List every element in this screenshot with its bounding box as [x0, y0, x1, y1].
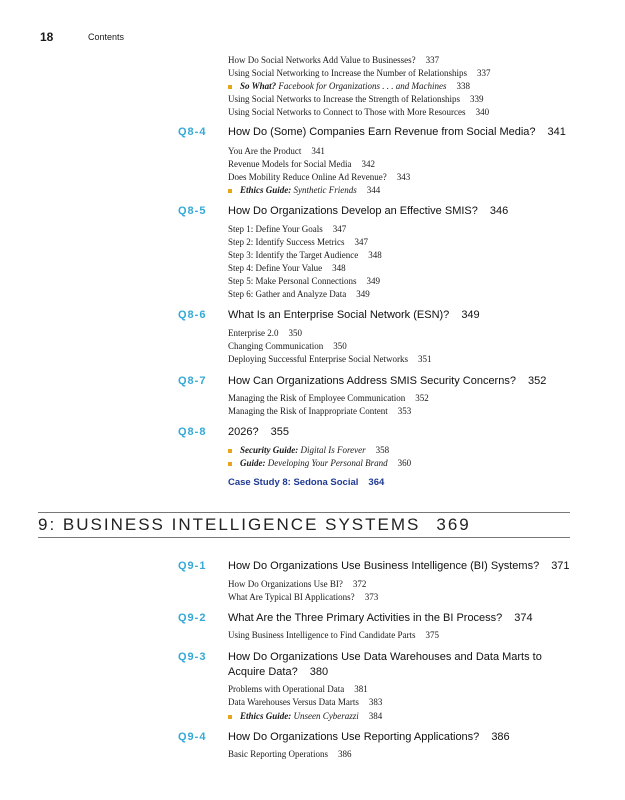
- chapter-rule-bottom: [38, 537, 570, 538]
- question-code: Q8-4: [178, 126, 207, 138]
- running-head: Contents: [88, 32, 125, 42]
- question-title[interactable]: What Is an Enterprise Social Network (ESN)? 349: [228, 309, 480, 321]
- toc-entry[interactable]: How Do Organizations Use BI? 372: [228, 579, 367, 589]
- toc-entry[interactable]: Step 5: Make Personal Connections 349: [228, 276, 380, 286]
- toc-entry[interactable]: Deploying Successful Enterprise Social Networks 351: [228, 354, 432, 364]
- question-code: Q9-2: [178, 612, 207, 624]
- question-title[interactable]: How Do Organizations Develop an Effective SMIS? 346: [228, 205, 509, 217]
- toc-feature-entry[interactable]: Ethics Guide: Unseen Cyberazzi 384: [228, 711, 382, 721]
- toc-entry[interactable]: How Do Social Networks Add Value to Businesses? 337: [228, 55, 440, 65]
- question-code: Q8-7: [178, 375, 207, 387]
- toc-entry[interactable]: Data Warehouses Versus Data Marts 383: [228, 697, 383, 707]
- question-title[interactable]: 2026? 355: [228, 426, 289, 438]
- question-code: Q8-5: [178, 205, 207, 217]
- question-title[interactable]: How Do Organizations Use Reporting Applications? 386: [228, 731, 510, 743]
- toc-entry[interactable]: Step 2: Identify Success Metrics 347: [228, 237, 368, 247]
- page-number: 18: [40, 30, 54, 44]
- question-title[interactable]: How Do Organizations Use Business Intelligence (BI) Systems? 371: [228, 560, 570, 572]
- toc-entry[interactable]: Revenue Models for Social Media 342: [228, 159, 375, 169]
- toc-entry[interactable]: Step 4: Define Your Value 348: [228, 263, 346, 273]
- question-code: Q8-6: [178, 309, 207, 321]
- toc-entry[interactable]: What Are Typical BI Applications? 373: [228, 592, 379, 602]
- toc-entry[interactable]: Basic Reporting Operations 386: [228, 749, 352, 759]
- toc-entry[interactable]: Using Social Networks to Increase the Strength of Relationships 339: [228, 94, 484, 104]
- toc-entry[interactable]: Using Business Intelligence to Find Candidate Parts 375: [228, 630, 439, 640]
- toc-entry[interactable]: You Are the Product 341: [228, 146, 325, 156]
- question-title[interactable]: How Do (Some) Companies Earn Revenue from Social Media? 341: [228, 126, 566, 138]
- toc-entry[interactable]: Step 6: Gather and Analyze Data 349: [228, 289, 370, 299]
- toc-entry[interactable]: Does Mobility Reduce Online Ad Revenue? 343: [228, 172, 411, 182]
- question-code: Q8-8: [178, 426, 207, 438]
- question-code: Q9-1: [178, 560, 207, 572]
- toc-entry[interactable]: Managing the Risk of Inappropriate Content 353: [228, 406, 412, 416]
- question-title[interactable]: What Are the Three Primary Activities in the BI Process? 374: [228, 612, 533, 624]
- chapter-rule-top: [38, 512, 570, 513]
- toc-feature-entry[interactable]: Security Guide: Digital Is Forever 358: [228, 445, 389, 455]
- toc-entry[interactable]: Step 3: Identify the Target Audience 348: [228, 250, 382, 260]
- toc-entry[interactable]: Step 1: Define Your Goals 347: [228, 224, 347, 234]
- chapter-heading[interactable]: 9: BUSINESS INTELLIGENCE SYSTEMS 369: [38, 515, 471, 534]
- question-title[interactable]: How Can Organizations Address SMIS Security Concerns? 352: [228, 375, 547, 387]
- toc-entry[interactable]: Using Social Networks to Connect to Those with More Resources 340: [228, 107, 490, 117]
- toc-entry[interactable]: Changing Communication 350: [228, 341, 347, 351]
- toc-feature-entry[interactable]: Guide: Developing Your Personal Brand 360: [228, 458, 411, 468]
- toc-entry[interactable]: Managing the Risk of Employee Communication 352: [228, 393, 429, 403]
- question-code: Q9-4: [178, 731, 207, 743]
- toc-entry[interactable]: Problems with Operational Data 381: [228, 684, 368, 694]
- toc-entry[interactable]: Using Social Networking to Increase the Number of Relationships 337: [228, 68, 491, 78]
- case-study-entry[interactable]: Case Study 8: Sedona Social 364: [228, 477, 385, 488]
- question-title[interactable]: How Do Organizations Use Data Warehouses and Data Marts to Acquire Data? 380: [228, 651, 542, 678]
- toc-entry[interactable]: Enterprise 2.0 350: [228, 328, 302, 338]
- question-code: Q9-3: [178, 651, 207, 663]
- toc-feature-entry[interactable]: Ethics Guide: Synthetic Friends 344: [228, 185, 380, 195]
- toc-feature-entry[interactable]: So What? Facebook for Organizations . . . and Machines 338: [228, 81, 470, 91]
